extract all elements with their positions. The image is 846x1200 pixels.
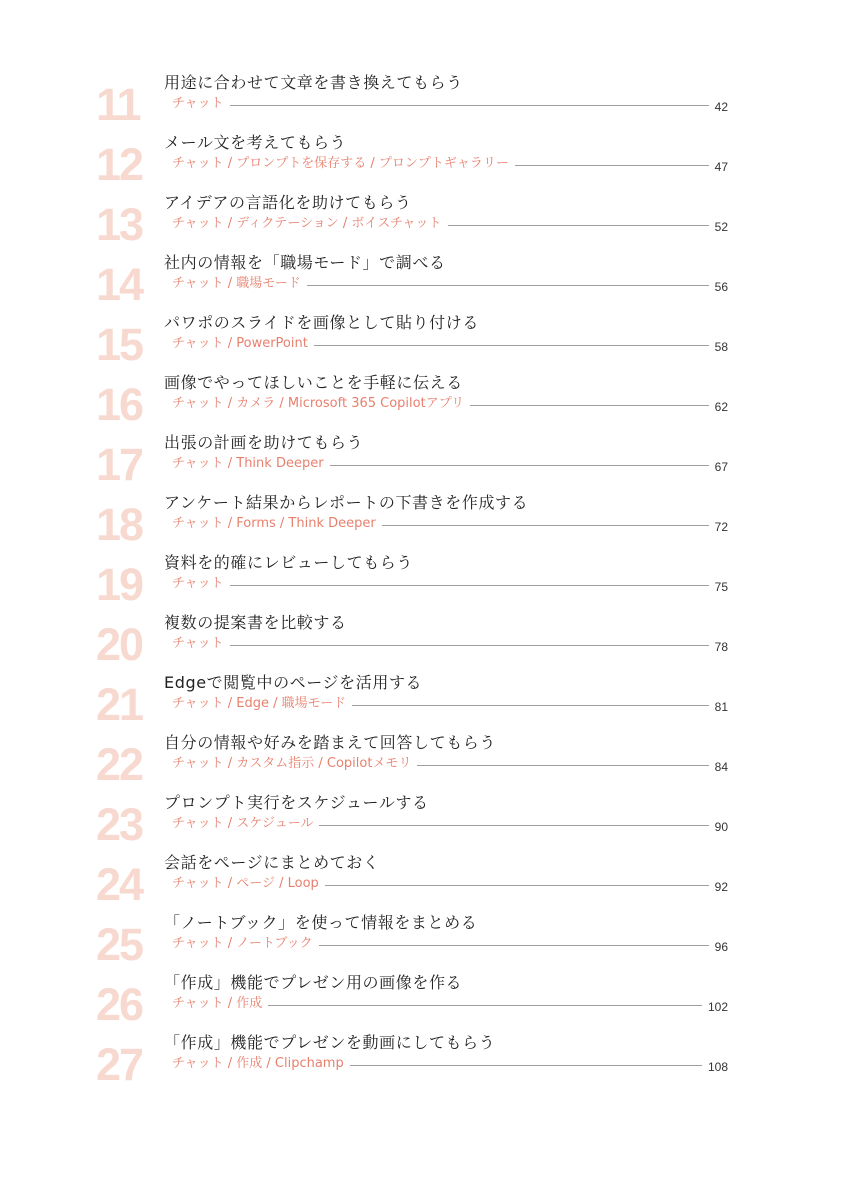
chapter-title[interactable]: 画像でやってほしいことを手軽に伝える xyxy=(164,373,463,392)
toc-entry[interactable] xyxy=(0,192,846,252)
chapter-number: 22 xyxy=(96,739,143,790)
chapter-tags: チャット / Think Deeper xyxy=(172,456,324,471)
leader-line xyxy=(230,105,709,106)
page-number: 52 xyxy=(714,220,728,234)
chapter-subrow xyxy=(172,514,728,534)
chapter-tags: チャット / プロンプトを保存する / プロンプトギャラリー xyxy=(172,156,509,171)
chapter-tags: チャット xyxy=(172,636,224,651)
chapter-title[interactable]: パワポのスライドを画像として貼り付ける xyxy=(164,313,479,332)
chapter-number: 11 xyxy=(96,79,140,130)
toc-entry[interactable] xyxy=(0,612,846,672)
chapter-subrow xyxy=(172,334,728,354)
toc-entry[interactable] xyxy=(0,972,846,1032)
page-number: 56 xyxy=(714,280,728,294)
chapter-number: 26 xyxy=(96,979,143,1030)
page-number: 62 xyxy=(714,400,728,414)
chapter-subrow xyxy=(172,274,728,294)
chapter-subrow xyxy=(172,694,728,714)
leader-line xyxy=(230,585,709,586)
chapter-tags: チャット / カスタム指示 / Copilotメモリ xyxy=(172,756,412,771)
page-number: 47 xyxy=(714,160,728,174)
leader-line xyxy=(307,285,709,286)
toc-entry[interactable] xyxy=(0,252,846,312)
leader-line xyxy=(330,465,709,466)
leader-line xyxy=(382,525,709,526)
chapter-tags: チャット / Edge / 職場モード xyxy=(172,696,347,711)
chapter-subrow xyxy=(172,814,728,834)
chapter-title[interactable]: 複数の提案書を比較する xyxy=(164,613,347,632)
chapter-title[interactable]: 出張の計画を助けてもらう xyxy=(164,433,364,452)
page-number: 96 xyxy=(714,940,728,954)
chapter-subrow xyxy=(172,574,728,594)
page-number: 58 xyxy=(714,340,728,354)
chapter-tags: チャット / Forms / Think Deeper xyxy=(172,516,376,531)
chapter-title[interactable]: 用途に合わせて文章を書き換えてもらう xyxy=(164,73,463,92)
toc-entry[interactable] xyxy=(0,132,846,192)
chapter-subrow xyxy=(172,1054,728,1074)
chapter-title[interactable]: 資料を的確にレビューしてもらう xyxy=(164,553,414,572)
toc-entry[interactable] xyxy=(0,792,846,852)
leader-line xyxy=(314,345,709,346)
chapter-title[interactable]: 自分の情報や好みを踏まえて回答してもらう xyxy=(164,733,497,752)
page-number: 78 xyxy=(714,640,728,654)
leader-line xyxy=(319,825,708,826)
chapter-subrow xyxy=(172,394,728,414)
chapter-number: 18 xyxy=(96,499,143,550)
chapter-subrow xyxy=(172,454,728,474)
leader-line xyxy=(470,405,708,406)
toc-entry[interactable] xyxy=(0,552,846,612)
chapter-title[interactable]: 「作成」機能でプレゼン用の画像を作る xyxy=(164,973,463,992)
page-number: 90 xyxy=(714,820,728,834)
chapter-subrow xyxy=(172,754,728,774)
leader-line xyxy=(350,1065,702,1066)
chapter-title[interactable]: アイデアの言語化を助けてもらう xyxy=(164,193,412,212)
chapter-tags: チャット xyxy=(172,576,224,591)
toc-entry[interactable] xyxy=(0,912,846,972)
toc-entry[interactable] xyxy=(0,372,846,432)
chapter-tags: チャット / 作成 / Clipchamp xyxy=(172,1056,344,1071)
chapter-subrow xyxy=(172,874,728,894)
page-number: 67 xyxy=(714,460,728,474)
chapter-tags: チャット / 職場モード xyxy=(172,276,301,291)
page-number: 108 xyxy=(707,1060,728,1074)
chapter-number: 13 xyxy=(96,199,143,250)
chapter-number: 19 xyxy=(96,559,143,610)
chapter-subrow xyxy=(172,634,728,654)
chapter-title[interactable]: 「作成」機能でプレゼンを動画にしてもらう xyxy=(164,1033,496,1052)
chapter-number: 12 xyxy=(96,139,143,190)
toc-entry[interactable] xyxy=(0,492,846,552)
toc-entry[interactable] xyxy=(0,312,846,372)
chapter-number: 25 xyxy=(96,919,143,970)
chapter-title[interactable]: 「ノートブック」を使って情報をまとめる xyxy=(164,913,478,932)
chapter-tags: チャット / スケジュール xyxy=(172,816,314,831)
chapter-subrow xyxy=(172,934,728,954)
leader-line xyxy=(417,765,708,766)
leader-line xyxy=(230,645,709,646)
chapter-number: 15 xyxy=(96,319,143,370)
chapter-tags: チャット / 作成 xyxy=(172,996,263,1011)
page-number: 81 xyxy=(714,700,728,714)
chapter-title[interactable]: アンケート結果からレポートの下書きを作成する xyxy=(164,493,529,512)
chapter-tags: チャット / ノートブック xyxy=(172,936,313,951)
chapter-number: 17 xyxy=(96,439,143,490)
leader-line xyxy=(319,945,709,946)
chapter-subrow xyxy=(172,994,728,1014)
toc-entry[interactable] xyxy=(0,72,846,132)
toc-entry[interactable] xyxy=(0,432,846,492)
page-number: 92 xyxy=(714,880,728,894)
leader-line xyxy=(325,885,709,886)
chapter-number: 14 xyxy=(96,259,143,310)
toc-entry[interactable] xyxy=(0,672,846,732)
chapter-number: 21 xyxy=(96,679,143,730)
chapter-subrow xyxy=(172,154,728,174)
chapter-tags: チャット / PowerPoint xyxy=(172,336,308,351)
leader-line xyxy=(352,705,709,706)
chapter-tags: チャット / カメラ / Microsoft 365 Copilotアプリ xyxy=(172,396,465,411)
leader-line xyxy=(515,165,709,166)
leader-line xyxy=(448,225,709,226)
chapter-number: 27 xyxy=(96,1039,143,1090)
chapter-title[interactable]: 社内の情報を「職場モード」で調べる xyxy=(164,253,446,272)
page-number: 75 xyxy=(714,580,728,594)
chapter-title[interactable]: Edgeで閲覧中のページを活用する xyxy=(164,673,423,692)
chapter-subrow xyxy=(172,214,728,234)
chapter-number: 24 xyxy=(96,859,143,910)
toc-entry[interactable] xyxy=(0,1032,846,1092)
chapter-title[interactable]: 会話をページにまとめておく xyxy=(164,853,380,872)
toc-entry[interactable] xyxy=(0,732,846,792)
page-number: 42 xyxy=(714,100,728,114)
page-number: 84 xyxy=(714,760,728,774)
chapter-subrow xyxy=(172,94,728,114)
toc-entry[interactable] xyxy=(0,852,846,912)
chapter-title[interactable]: プロンプト実行をスケジュールする xyxy=(164,793,429,812)
chapter-tags: チャット xyxy=(172,96,224,111)
chapter-number: 16 xyxy=(96,379,143,430)
page-number: 102 xyxy=(707,1000,728,1014)
chapter-number: 23 xyxy=(96,799,143,850)
chapter-title[interactable]: メール文を考えてもらう xyxy=(164,133,347,152)
chapter-tags: チャット / ページ / Loop xyxy=(172,876,319,891)
chapter-tags: チャット / ディクテーション / ボイスチャット xyxy=(172,216,442,231)
chapter-number: 20 xyxy=(96,619,143,670)
page-number: 72 xyxy=(714,520,728,534)
leader-line xyxy=(268,1005,702,1006)
